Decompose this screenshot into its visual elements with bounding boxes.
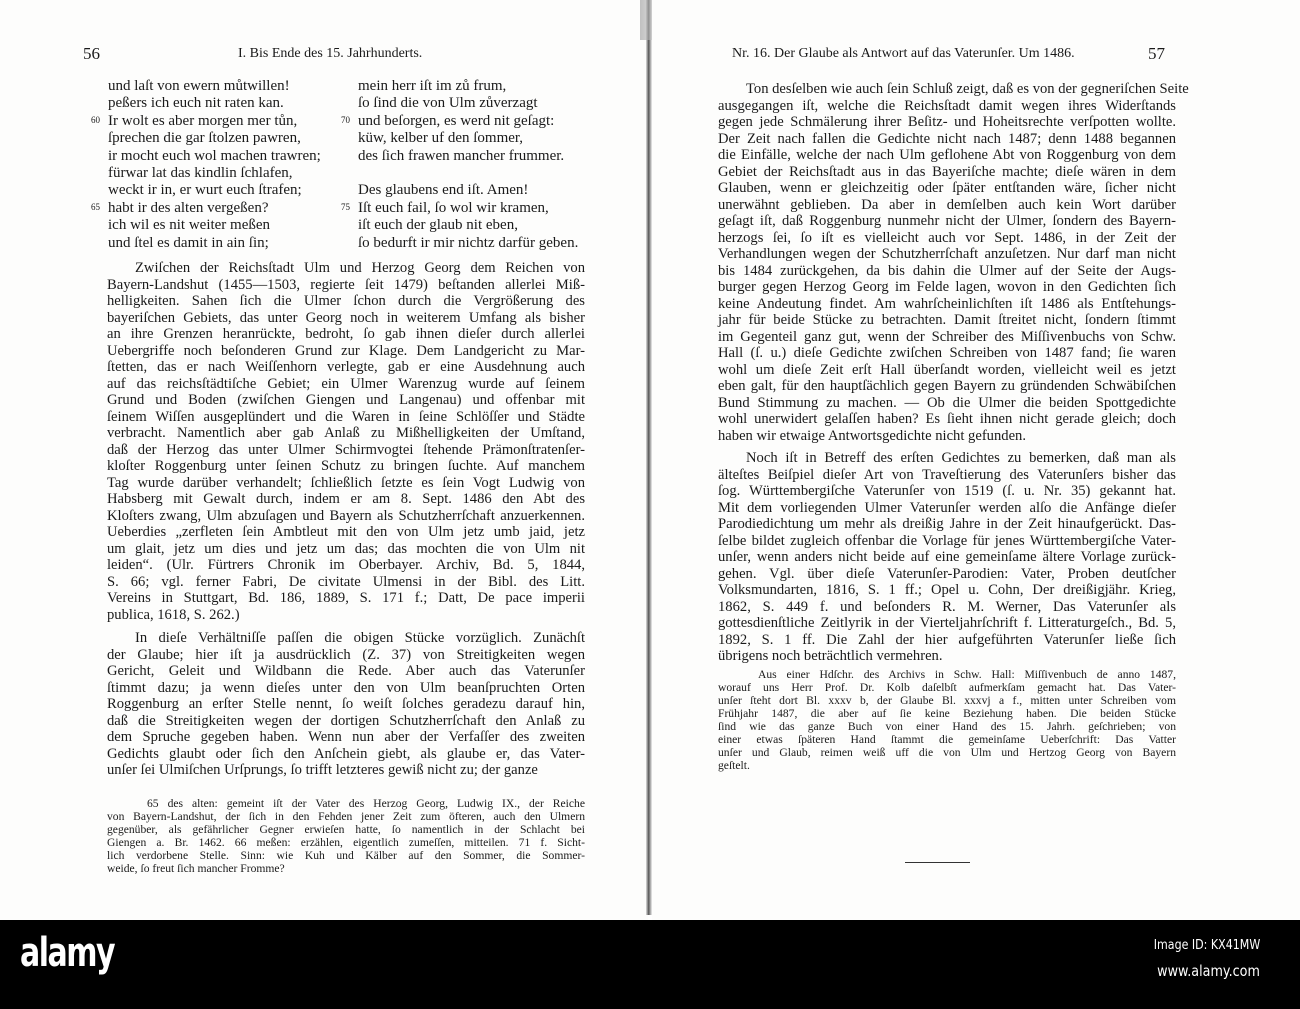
image-id: Image ID: KX41MW [1153, 938, 1260, 953]
text-line: die Einfälle, welche der nach Ulm geflohene Abt von Roggenburg von dem [718, 147, 1176, 163]
text-line: Vereins in Stuttgart, Bd. 186, 1889, S. 171 f.; Datt, De pace imperii [107, 590, 585, 606]
text-line: Gedichts glaubt oder ſich den Anſchein giebt, als glaube er, das Vater- [107, 745, 585, 762]
verse-text: ſo ſind die von Ulm zůverzagt [358, 95, 538, 112]
verse-text: peßers ich euch nit raten kan. [108, 95, 284, 112]
text-line: der Glaube; hier iſt ja ausdrücklich (Z. 37) von Streitigkeiten wegen [107, 646, 585, 663]
text-line: unſer und Glaub, reimen weiß uff die von Ulm und Hertzog Georg von Bayern [718, 746, 1176, 759]
verse-text: und beſorgen, es werd nit geſagt: [358, 112, 555, 129]
text-line: einer etwas ſpäteren Hand ſtammt die gemeinſame Ueberſchrift: Das Vatter [718, 733, 1176, 746]
text-line: publica, 1618, S. 262.) [107, 606, 240, 623]
verse-line [108, 148, 338, 165]
text-line: jahr für beide Stücke zu betrachten. Damit ſtreitet nicht, ſondern ſtimmt [718, 312, 1176, 328]
text-line: dem Spruche gegeben haben. Wenn nun aber der Verfaſſer des zweiten [107, 729, 585, 745]
verse-text: Ir wolt es aber morgen mer tůn, [108, 112, 298, 129]
text-line: gottesdienſtliche Zeitlyrik in der Vierteljahrſchrift f. Litteraturgeſch., Bd. 5, [718, 615, 1176, 631]
text-line: keine Andeutung findet. Am wahrſcheinlichſten iſt 1486 als Entſtehungs- [718, 295, 1176, 312]
text-line: helligkeiten. Sahen ſich die Ulmer ſchon durch die Vergrößerung des [107, 293, 585, 309]
text-line: 65 des alten: gemeint iſt der Vater des Herzog Georg, Ludwig IX., der Reiche [147, 797, 585, 810]
paragraph [718, 81, 1189, 444]
verse-text: ich wil es nit weiter meßen [108, 217, 271, 234]
text-line: Der Zeit nach fallen die Gedichte nicht nach 1487; denn 1488 begannen [718, 130, 1176, 147]
verse-text: weckt ir in, er wurt euch ſtrafen; [108, 182, 302, 199]
verse-number: 60 [91, 114, 100, 125]
text-line: ſind wie das ganze Buch von einer Hand des 15. Jahrh. geſchrieben; von [718, 720, 1176, 733]
text-line: im Gegenteil ganz gut, wenn der Schreiber des Miſſivenbuchs von Schw. [718, 328, 1176, 345]
text-line: geſagt iſt, daß Roggenburg nunmehr nicht der Ulmer, ſondern des Bayern- [718, 213, 1176, 229]
text-line: lich verdorbene Stelle. Sinn: wie Kuh und Kälber auf den Sommer, die Sommer- [107, 849, 585, 862]
text-line: geſtelt. [718, 759, 750, 772]
verse-line [108, 217, 338, 234]
paragraph [718, 450, 1176, 665]
watermark-banner [0, 920, 1300, 1009]
verse-text: ſo bedurft ir mir nichtz darfür geben. [358, 234, 579, 251]
page-number: 57 [1148, 44, 1165, 63]
text-line: In dieſe Verhältniſſe paſſen die obigen Stücke vorzüglich. Zunächſt [135, 630, 585, 646]
text-line: Volksmundarten, 1816, S. 1 ff.; Opel u. Cohn, Der dreißigjähr. Krieg, [718, 582, 1176, 598]
verse-text: Iſt euch fail, ſo wol wir kramen, [358, 199, 549, 216]
text-line: gegenüber, als gefährlicher Gegner erwieſen hatte, ſo namentlich in der Schlacht bei [107, 823, 585, 836]
text-line: gegen jede Schmälerung ihrer Beſitz- und Hoheitsrechte verſpotten wollte. [718, 114, 1176, 130]
text-line: Uebergriffe noch beſonderen Grund zur Klage. Dem Landgericht zu Mar- [107, 342, 585, 359]
text-line: Tag wurde darüber verhandelt; ſchließlich ſetzte es ſein Vogt Ludwig von [107, 474, 585, 491]
paragraph [107, 260, 585, 623]
verse-line [108, 165, 338, 182]
text-line: daß die Streitigkeiten wegen der dortigen Schutzherrſchaft den Anlaß zu [107, 712, 585, 729]
verse-line [358, 235, 598, 252]
text-line: Hall (ſ. u.) dieſe Gedichte zwiſchen Schreiben von 1487 fand; ſie waren [718, 345, 1176, 361]
text-line: daß der Herzog das unter Ulmer Schirmvogtei ſtehende Prämonſtratenſer- [107, 441, 585, 458]
text-line: gehen. Vgl. über dieſe Vaterunſer-Parodien: Vater, Proben deutſcher [718, 565, 1176, 582]
verse-line [91, 112, 338, 130]
text-line: Frühjahr 1487, die aber auf ſie keine Beziehung haben. Die beiden Stücke [718, 707, 1176, 720]
text-line: Glauben, wenn er gleichzeitig oder ſpäter entſtanden wäre, ſicher nicht [718, 180, 1176, 196]
text-line: Giengen a. Br. 1462. 66 meßen: erzählen, eigentlich zumeſſen, mitteilen. 71 f. Sicht- [107, 836, 585, 849]
text-line: Mit dem vorliegenden Ulmer Vaterunſer werden alſo die Anfänge dieſer [718, 499, 1176, 516]
text-line: ſog. Württembergiſche Vaterunſer von 1519 (ſ. u. Nr. 35) gekannt hat. [718, 483, 1176, 499]
text-line: um glait, jetz um dies und jetz um das; das mochten die von Ulm nit [107, 540, 585, 557]
poem-column-right [341, 78, 598, 252]
text-line: kloſter Roggenburg unter ſeinen Schutz zu bringen ſuchte. Auf manchem [107, 458, 585, 474]
verse-text: ir mocht euch wol machen trawren; [108, 147, 321, 164]
running-head: Nr. 16. Der Glaube als Antwort auf das Vaterunſer. Um 1486. [732, 46, 1075, 61]
verse-line [358, 130, 598, 147]
verse-line [358, 182, 598, 199]
text-line: haben wir etwaige Antwortsgedichte nicht gefunden. [718, 427, 1026, 444]
text-line: S. 66; vgl. ferner Fabri, De civitate Ulmensi in der Bibl. des Litt. [107, 573, 585, 590]
verse-text: mein herr iſt im zů frum, [358, 78, 507, 94]
text-line: ausgegangen iſt, welche die Reichsſtadt damit wegen ihres Widerſtands [718, 97, 1176, 114]
text-line: unerwähnt geblieben. Da aber in demſelben auch kein Wort darüber [718, 196, 1176, 213]
text-line: Zwiſchen der Reichsſtadt Ulm und Herzog Georg dem Reichen von [135, 260, 585, 276]
verse-line [108, 95, 338, 112]
text-line: 1892, S. 1 ff. Die Zahl der hier aufgeführten Vaterunſer ließe ſich [718, 631, 1176, 648]
footnotes [107, 797, 585, 875]
verse-number: 75 [341, 201, 350, 212]
text-line: Gebiet der Reichsſtadt aus in das Bayeriſche machte; dieſe wären in dem [718, 163, 1176, 180]
text-line: Habsberg mit Gewalt durch, indem er am 8. Sept. 1486 den Abt des [107, 491, 585, 507]
verse-line [358, 95, 598, 112]
text-line: herzogs ſei, ſo iſt es vielleicht auch vor Sept. 1486, in der Zeit der [718, 229, 1176, 246]
text-line: Aus einer Hdſchr. des Archivs in Schw. Hall: Miſſivenbuch de anno 1487, [758, 668, 1176, 681]
text-line: unſer ſei Ulmiſchen Urſprungs, ſo trifft letzteres gewiß nicht zu; der ganze [107, 762, 538, 778]
text-line: Parodiedichtung um mehr als dreißig Jahre in der Zeit hinaufgerückt. Das- [718, 516, 1176, 532]
text-line: burger gegen Herzog Georg im Felde lagen, wovon in den Gedichten ſich [718, 279, 1176, 295]
right-page [652, 0, 1300, 920]
text-line: 1862, S. 449 f. und beſonders R. M. Werner, Das Vaterunſer als [718, 598, 1176, 615]
verse-line [108, 235, 338, 252]
text-line: bayeriſchen Gebiets, das unter Georg noch in weiterem Umfang als bisher [107, 309, 585, 326]
text-line: unſer, wenn anders nicht beide auf eine gemeinſame ältere Vorlage zurück- [718, 549, 1176, 565]
text-line: Bayern-Landshut (1455—1503, regierte ſeit 1479) beſtanden allerlei Miß- [107, 276, 585, 293]
verse-text: fürwar lat das kindlin ſchlafen, [108, 164, 293, 181]
text-line: unſer ſteht dort Bl. xxxv b, der Glaube Bl. xxxvj a f., mitten unter Schreiben vom [718, 694, 1176, 707]
text-line: verbracht. Namentlich aber gab Anlaß zu Mißhelligkeiten der Umſtand, [107, 425, 585, 441]
text-line: Kloſters zwang, Ulm abzuſagen und Bayern als Schutzherrſchaft anzuerkennen. [107, 507, 585, 524]
text-line: auf das reichsſtädtiſche Gebiet; ein Ulmer Warenzug wurde auf ſeinem [107, 375, 585, 392]
text-line: ſtimmt dazu; ja wenn dieſes unter den von Ulm beanſpruchten Orten [107, 679, 585, 696]
verse-line [341, 199, 598, 217]
verse-text: des ſich frawen mancher frummer. [358, 147, 565, 164]
verse-line [108, 78, 338, 95]
text-line: Bund Stimmung zu machen. — Ob die Ulmer die beiden Spottgedichte [718, 394, 1176, 411]
running-head: I. Bis Ende des 15. Jahrhunderts. [238, 46, 423, 61]
verse-text: und ſtel es damit in ain ſin; [108, 234, 269, 251]
text-line: Grund und Boden (zwiſchen Giengen und Langenau) und offenbar mit [107, 392, 585, 408]
source-note [718, 668, 1176, 772]
text-line: worauf uns Herr Prof. Dr. Kolb daſelbſt aufmerkſam gemacht hat. Das Vater- [718, 681, 1176, 694]
verse-line [108, 182, 338, 199]
text-line: ſtetten, das er nach Weiſſenhorn verlegte, gab er eine Ausdehnung auch [107, 359, 585, 375]
text-line: Noch iſt in Betreff des erſten Gedichtes zu bemerken, daß man als [746, 450, 1176, 466]
text-line: ſeinem Wiſſen ausgeplündert und die Waren in ſeine Schlöſſer und Städte [107, 408, 585, 425]
poem-column-left [91, 78, 338, 252]
verse-text: küw, kelber uf den ſommer, [358, 130, 524, 147]
text-line: bis 1484 zurückgehen, da bis dahin die Ulmer auf der Seite der Augs- [718, 262, 1176, 279]
verse-line [358, 148, 598, 165]
text-line: Ueberdies „zerfleten ſein Ambtleut mit den von Ulm jetz umb jaid, jetz [107, 524, 585, 540]
verse-line [91, 199, 338, 217]
verse-number: 65 [91, 201, 100, 212]
text-line: Ton desſelben wie auch ſein Schluß zeigt, daß es von der gegneriſchen Seite [746, 81, 1189, 97]
paragraph [107, 630, 585, 779]
verse-line [358, 165, 598, 182]
end-rule [905, 862, 970, 863]
verse-number: 70 [341, 114, 350, 125]
text-line: Gericht, Geleit und Wildbann die Rede. Aber auch das Vaterunſer [107, 663, 585, 679]
verse-text: ſprechen die gar ſtolzen pawren, [108, 130, 301, 147]
text-line: weide, ſo freut ſich mancher Fromme? [107, 862, 285, 875]
text-line: leiden“. (Ulr. Fürtrers Chronik im Oberbayer. Archiv, Bd. 5, 1844, [107, 557, 585, 573]
text-line: Roggenburg an erſter Stelle nennt, ſo weiſt ſolches geradezu darauf hin, [107, 696, 585, 712]
left-page [0, 0, 648, 920]
verse-line [108, 130, 338, 147]
text-line: von Bayern-Landshut, der ſich in den Fehden jener Zeit zum öfteren, auch den Ulmern [107, 810, 585, 823]
text-line: wohl um dieſe Zeit erſt Hall überſandt worden, vielleicht weil es jetzt [718, 361, 1176, 378]
verse-line [341, 112, 598, 130]
verse-text: Des glaubens end iſt. Amen! [358, 182, 529, 199]
text-line: übrigens noch beträchtlich vermehren. [718, 648, 943, 664]
text-line: älteſtes Beiſpiel dieſer Art von Traveſtierung des Vaterunſers bisher das [718, 466, 1176, 483]
site-url: www.alamy.com [1157, 962, 1260, 980]
text-line: Verhandlungen wegen der Schutzherrſchaft anzuſetzen. Nur darf man nicht [718, 246, 1176, 262]
verse-text: habt ir des alten vergeßen? [108, 199, 269, 216]
verse-line [358, 217, 598, 234]
verse-text: iſt euch der glaub nit eben, [358, 217, 518, 234]
text-line: wohl unerwidert gelaſſen haben? Es ſieht ihnen nicht gerade gleich; doch [718, 411, 1176, 427]
page-number: 56 [83, 44, 100, 63]
verse-text: und laſt von ewern můtwillen! [108, 78, 290, 94]
verse-line [358, 78, 598, 95]
text-line: an ihre Grenzen heranrückte, bedroht, ſo gab ihnen dieſer durch allerlei [107, 326, 585, 342]
alamy-logo: alamy [20, 930, 115, 976]
text-line: eben galt, für den hauptſächlich gegen Bayern zu gründenden Schwäbiſchen [718, 378, 1176, 394]
text-line: ſelbe bildet zugleich offenbar die Vorlage für jenes Württembergiſche Vater- [718, 532, 1176, 549]
